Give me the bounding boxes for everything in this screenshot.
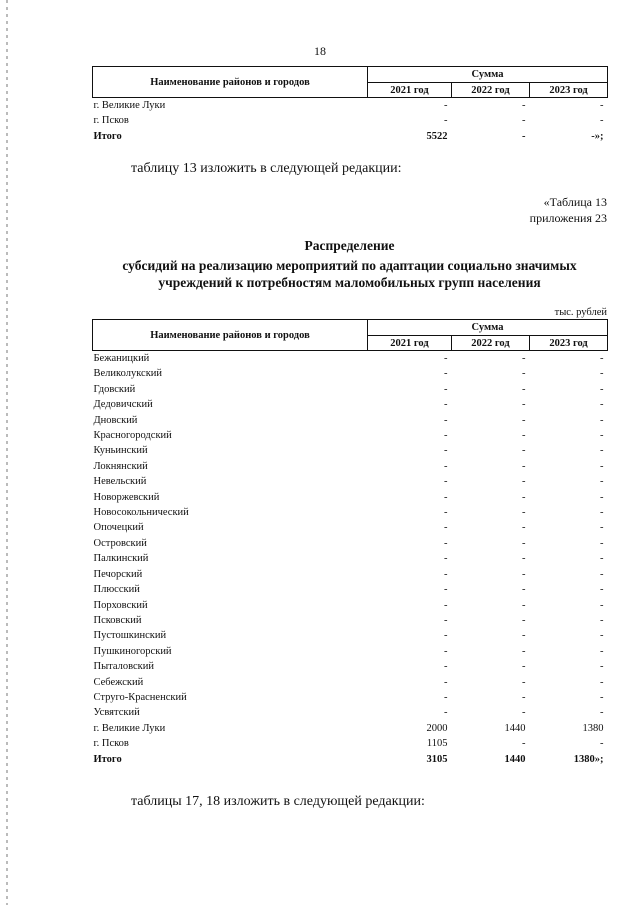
- scan-margin-strip: [6, 0, 8, 905]
- sum-column-header: Сумма: [368, 320, 608, 336]
- value-cell: -: [522, 599, 526, 611]
- value-cell: -: [522, 115, 526, 127]
- value-cell: -: [522, 537, 526, 549]
- value-cell: -: [444, 115, 448, 127]
- value-cell: 1105: [426, 738, 448, 750]
- table-row: [93, 366, 608, 381]
- value-cell: -: [522, 584, 526, 596]
- value-cell: 1380: [582, 722, 604, 734]
- year-header: 2021 год: [368, 336, 452, 351]
- value-cell: -: [522, 614, 526, 626]
- value-cell: -: [444, 661, 448, 673]
- total-row: [93, 129, 608, 144]
- value-cell: -: [522, 707, 526, 719]
- sum-column-header: Сумма: [368, 67, 608, 83]
- value-cell: -: [444, 476, 448, 488]
- units-label: тыс. рублей: [554, 307, 607, 318]
- row-name-cell: г. Псков: [93, 738, 129, 750]
- table-row: [93, 428, 608, 443]
- value-cell: -: [444, 522, 448, 534]
- value-cell: -: [600, 368, 604, 380]
- value-cell: -: [522, 368, 526, 380]
- row-name-cell: Пушкиногорский: [93, 645, 172, 657]
- table-row: [93, 113, 608, 128]
- value-cell: -: [522, 522, 526, 534]
- value-cell: -: [444, 707, 448, 719]
- value-cell: -: [522, 445, 526, 457]
- value-cell: -: [522, 676, 526, 688]
- value-cell: -: [522, 738, 526, 750]
- value-cell: -: [444, 645, 448, 657]
- name-column-header: Наименование районов и городов: [93, 67, 368, 98]
- continuation-table: [92, 66, 608, 144]
- value-cell: -: [444, 414, 448, 426]
- value-cell: -: [600, 100, 604, 111]
- row-name-cell: г. Псков: [93, 115, 129, 127]
- value-cell: -: [600, 414, 604, 426]
- value-cell: 1380»;: [573, 753, 604, 765]
- table-row: [93, 582, 608, 597]
- row-name-cell: Невельский: [93, 476, 147, 488]
- value-cell: -: [522, 645, 526, 657]
- value-cell: -: [600, 537, 604, 549]
- table-row: [93, 536, 608, 551]
- table-title: субсидий на реализацию мероприятий по адаптации социально значимых: [122, 258, 577, 273]
- total-row: [93, 752, 608, 767]
- value-cell: -: [600, 522, 604, 534]
- value-cell: -: [600, 738, 604, 750]
- table-row: [93, 567, 608, 582]
- value-cell: 3105: [426, 753, 448, 765]
- value-cell: -: [522, 661, 526, 673]
- value-cell: -: [444, 100, 448, 111]
- value-cell: -: [522, 553, 526, 565]
- table-row: [93, 644, 608, 659]
- value-cell: -: [522, 100, 526, 111]
- value-cell: -: [600, 661, 604, 673]
- row-name-cell: Новосокольнический: [93, 507, 189, 519]
- appendix-note: приложения 23: [529, 211, 607, 225]
- value-cell: -: [444, 460, 448, 472]
- year-header: 2022 год: [452, 83, 530, 98]
- name-column-header: Наименование районов и городов: [93, 320, 368, 351]
- table-row: [93, 98, 608, 114]
- page-number: 18: [314, 44, 326, 58]
- table-row: [93, 736, 608, 751]
- row-name-cell: Пыталовский: [93, 661, 154, 673]
- row-name-cell: Бежаницкий: [93, 353, 150, 364]
- row-name-cell: Опочецкий: [93, 522, 144, 534]
- value-cell: -: [444, 676, 448, 688]
- value-cell: -: [600, 430, 604, 442]
- row-name-cell: Струго-Красненский: [93, 691, 187, 703]
- row-name-cell: Плюсский: [93, 584, 140, 596]
- row-name-cell: Итого: [93, 130, 122, 142]
- value-cell: 5522: [426, 130, 448, 142]
- value-cell: -: [600, 383, 604, 395]
- value-cell: -: [600, 645, 604, 657]
- value-cell: -: [444, 553, 448, 565]
- value-cell: 1440: [504, 753, 526, 765]
- row-name-cell: Локнянский: [93, 460, 148, 472]
- value-cell: -: [600, 676, 604, 688]
- row-name-cell: Порховский: [93, 599, 148, 611]
- value-cell: -: [522, 353, 526, 364]
- subsidy-distribution-table: [92, 319, 608, 767]
- value-cell: -: [444, 584, 448, 596]
- value-cell: -: [444, 537, 448, 549]
- value-cell: 1440: [504, 722, 526, 734]
- table-row: [93, 413, 608, 428]
- value-cell: -: [600, 584, 604, 596]
- row-name-cell: Себежский: [93, 676, 144, 688]
- row-name-cell: Дновский: [93, 414, 138, 426]
- row-name-cell: Новоржевский: [93, 491, 160, 503]
- value-cell: -: [444, 599, 448, 611]
- value-cell: -: [522, 460, 526, 472]
- table-row: [93, 397, 608, 412]
- table-row: [93, 551, 608, 566]
- value-cell: -: [444, 507, 448, 519]
- row-name-cell: Итого: [93, 753, 122, 765]
- value-cell: -: [600, 353, 604, 364]
- value-cell: -»;: [591, 130, 604, 142]
- table-row: [93, 520, 608, 535]
- value-cell: 2000: [426, 722, 448, 734]
- table-row: [93, 628, 608, 643]
- table-title: учреждений к потребностям маломобильных групп населения: [158, 275, 541, 290]
- table-row: [93, 443, 608, 458]
- value-cell: -: [522, 691, 526, 703]
- value-cell: -: [600, 399, 604, 411]
- value-cell: -: [522, 414, 526, 426]
- row-name-cell: Великолукский: [93, 368, 163, 380]
- year-header: 2023 год: [530, 83, 608, 98]
- row-name-cell: Красногородский: [93, 430, 172, 442]
- value-cell: -: [600, 445, 604, 457]
- value-cell: -: [600, 460, 604, 472]
- value-cell: -: [444, 353, 448, 364]
- value-cell: -: [522, 568, 526, 580]
- value-cell: -: [600, 476, 604, 488]
- table-row: [93, 705, 608, 720]
- year-header: 2022 год: [452, 336, 530, 351]
- row-name-cell: Дедовичский: [93, 399, 153, 411]
- row-name-cell: Усвятский: [93, 707, 140, 719]
- table-row: [93, 382, 608, 397]
- table-row: [93, 613, 608, 628]
- row-name-cell: Печорский: [93, 568, 143, 580]
- value-cell: -: [444, 568, 448, 580]
- row-name-cell: Псковский: [93, 614, 142, 626]
- table-row: [93, 490, 608, 505]
- table-row: [93, 351, 608, 367]
- value-cell: -: [600, 568, 604, 580]
- row-name-cell: Куньинский: [93, 445, 148, 457]
- value-cell: -: [444, 430, 448, 442]
- value-cell: -: [522, 383, 526, 395]
- value-cell: -: [444, 691, 448, 703]
- value-cell: -: [522, 491, 526, 503]
- value-cell: -: [600, 707, 604, 719]
- value-cell: -: [444, 614, 448, 626]
- table-row: [93, 721, 608, 736]
- value-cell: -: [444, 399, 448, 411]
- table-row: [93, 675, 608, 690]
- year-header: 2023 год: [530, 336, 608, 351]
- table-row: [93, 505, 608, 520]
- value-cell: -: [600, 553, 604, 565]
- value-cell: -: [444, 368, 448, 380]
- row-name-cell: г. Великие Луки: [93, 722, 166, 734]
- value-cell: -: [600, 507, 604, 519]
- instruction-paragraph: таблицу 13 изложить в следующей редакции:: [131, 161, 402, 176]
- row-name-cell: Гдовский: [93, 383, 136, 395]
- table-row: [93, 598, 608, 613]
- table-row: [93, 690, 608, 705]
- value-cell: -: [600, 599, 604, 611]
- value-cell: -: [522, 399, 526, 411]
- value-cell: -: [522, 507, 526, 519]
- row-name-cell: Палкинский: [93, 553, 149, 565]
- year-header: 2021 год: [368, 83, 452, 98]
- value-cell: -: [600, 614, 604, 626]
- value-cell: -: [600, 491, 604, 503]
- value-cell: -: [444, 445, 448, 457]
- table-number-note: «Таблица 13: [543, 195, 607, 209]
- row-name-cell: Пустошкинский: [93, 630, 167, 642]
- table-row: [93, 659, 608, 674]
- instruction-paragraph: таблицы 17, 18 изложить в следующей редакции:: [131, 794, 425, 809]
- value-cell: -: [600, 691, 604, 703]
- table-row: [93, 459, 608, 474]
- table-title: Распределение: [304, 238, 395, 253]
- value-cell: -: [600, 630, 604, 642]
- value-cell: -: [522, 476, 526, 488]
- row-name-cell: г. Великие Луки: [93, 100, 166, 111]
- value-cell: -: [444, 491, 448, 503]
- value-cell: -: [444, 383, 448, 395]
- value-cell: -: [600, 115, 604, 127]
- row-name-cell: Островский: [93, 537, 147, 549]
- value-cell: -: [522, 130, 526, 142]
- table-row: [93, 474, 608, 489]
- value-cell: -: [522, 630, 526, 642]
- value-cell: -: [444, 630, 448, 642]
- value-cell: -: [522, 430, 526, 442]
